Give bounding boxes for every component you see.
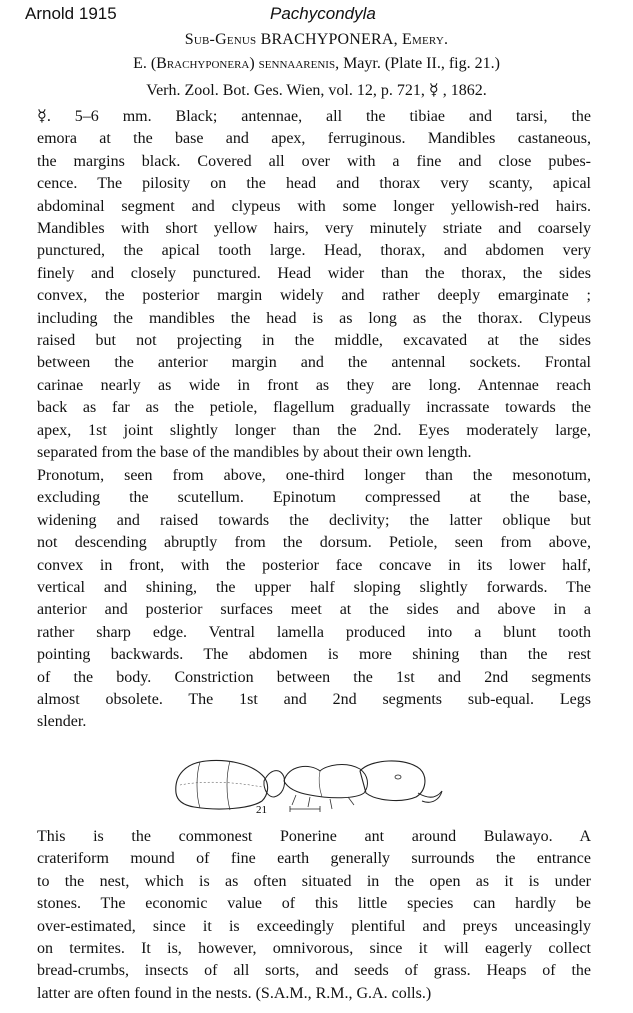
text-line: including the mandibles the head is as long as the thorax. Clypeus	[37, 309, 591, 327]
text-line: between the anterior margin and the antennal sockets. Frontal	[37, 354, 591, 372]
text-line: latter are often found in the nests. (S.A.M., R.M., G.A. colls.)	[37, 984, 432, 1002]
text-line: cence. The pilosity on the head and thorax very scanty, apical	[37, 175, 591, 193]
text-line: convex in front, with the posterior face concave in its lower half,	[37, 556, 591, 574]
source-label: Arnold 1915	[25, 4, 117, 23]
text-line: vertical and shining, the upper half sloping slightly forwards. The	[37, 579, 591, 597]
text-line: widening and raised towards the declivity; the latter oblique but	[37, 511, 591, 529]
text-line: ☿. 5–6 mm. Black; antennae, all the tibiae and tarsi, the	[37, 108, 591, 125]
text-line: Mandibles with short yellow hairs, very minutely striate and coarsely	[37, 220, 591, 238]
text-line: emora at the base and apex, ferruginous. Mandibles castaneous,	[37, 130, 591, 148]
ant-figure	[170, 755, 450, 819]
text-line: over-estimated, since it is exceedingly plentiful and preys unceasingly	[37, 917, 591, 935]
text-line: finely and closely punctured. Head wider than the thorax, the sides	[37, 264, 591, 282]
figure-number: 21	[256, 804, 267, 816]
text-line: carinae nearly as wide in front as they are long. Antennae reach	[37, 376, 591, 394]
description-paragraph	[37, 106, 591, 465]
text-line: pointing backwards. The abdomen is more shining than the rest	[37, 646, 591, 664]
text-line: convex, the posterior margin widely and rather deeply emarginate ;	[37, 287, 591, 305]
text-line: of the body. Constriction between the 1st and 2nd segments	[37, 668, 591, 686]
thorax-paragraph	[37, 465, 591, 734]
text-line: stones. The economic value of this little species can hardly be	[37, 895, 591, 913]
ant-head	[360, 761, 425, 801]
reference-line: Verh. Zool. Bot. Ges. Wien, vol. 12, p. 721, ☿ , 1862.	[146, 82, 487, 99]
text-line: separated from the base of the mandibles by about their own length.	[37, 444, 472, 462]
text-line: anterior and posterior surfaces meet at the sides and above in a	[37, 601, 591, 619]
text-line: the margins black. Covered all over with a fine and close pubes-	[37, 152, 591, 170]
text-line: excluding the scutellum. Epinotum compressed at the base,	[37, 489, 591, 507]
text-line: bread-crumbs, insects of all sorts, and seeds of grass. Heaps of the	[37, 962, 591, 980]
species-heading: E. (Brachyponera) sennaarenis, Mayr. (Plate II., fig. 21.)	[133, 55, 500, 72]
text-line: on termites. It is, however, omnivorous, since it will eagerly collect	[37, 940, 591, 958]
text-line: not descending abruptly from the dorsum. Petiole, seen from above,	[37, 534, 591, 552]
species-name: Brachyponera) sennaarenis	[156, 55, 336, 72]
text-line: This is the commonest Ponerine ant around Bulawayo. A	[37, 828, 591, 845]
text-line: apex, 1st joint slightly longer than the 2nd. Eyes moderately large,	[37, 421, 591, 439]
text-line: back as far as the petiole, flagellum gradually incrassate towards the	[37, 399, 591, 417]
text-line: raised but not projecting in the middle, excavated at the sides	[37, 332, 591, 350]
ant-abdomen	[176, 761, 268, 809]
ant-thorax	[284, 765, 367, 798]
text-line: to the nest, which is as often situated in the open as it is under	[37, 872, 591, 890]
notes-paragraph	[37, 826, 591, 1005]
text-line: crateriform mound of fine earth generally surrounds the entrance	[37, 850, 591, 868]
text-line: almost obsolete. The 1st and 2nd segments sub-equal. Legs	[37, 691, 591, 709]
text-line: abdominal segment and clypeus with some longer yellowish-red hairs.	[37, 197, 591, 215]
text-line: Pronotum, seen from above, one-third longer than the mesonotum,	[37, 467, 591, 484]
subgenus-heading: Sub-Genus BRACHYPONERA, Emery.	[184, 31, 449, 48]
text-line: rather sharp edge. Ventral lamella produced into a blunt tooth	[37, 623, 591, 641]
text-line: slender.	[37, 713, 87, 731]
genus-label: Pachycondyla	[270, 4, 376, 23]
text-line: punctured, the apical tooth large. Head, thorax, and abdomen very	[37, 242, 591, 260]
